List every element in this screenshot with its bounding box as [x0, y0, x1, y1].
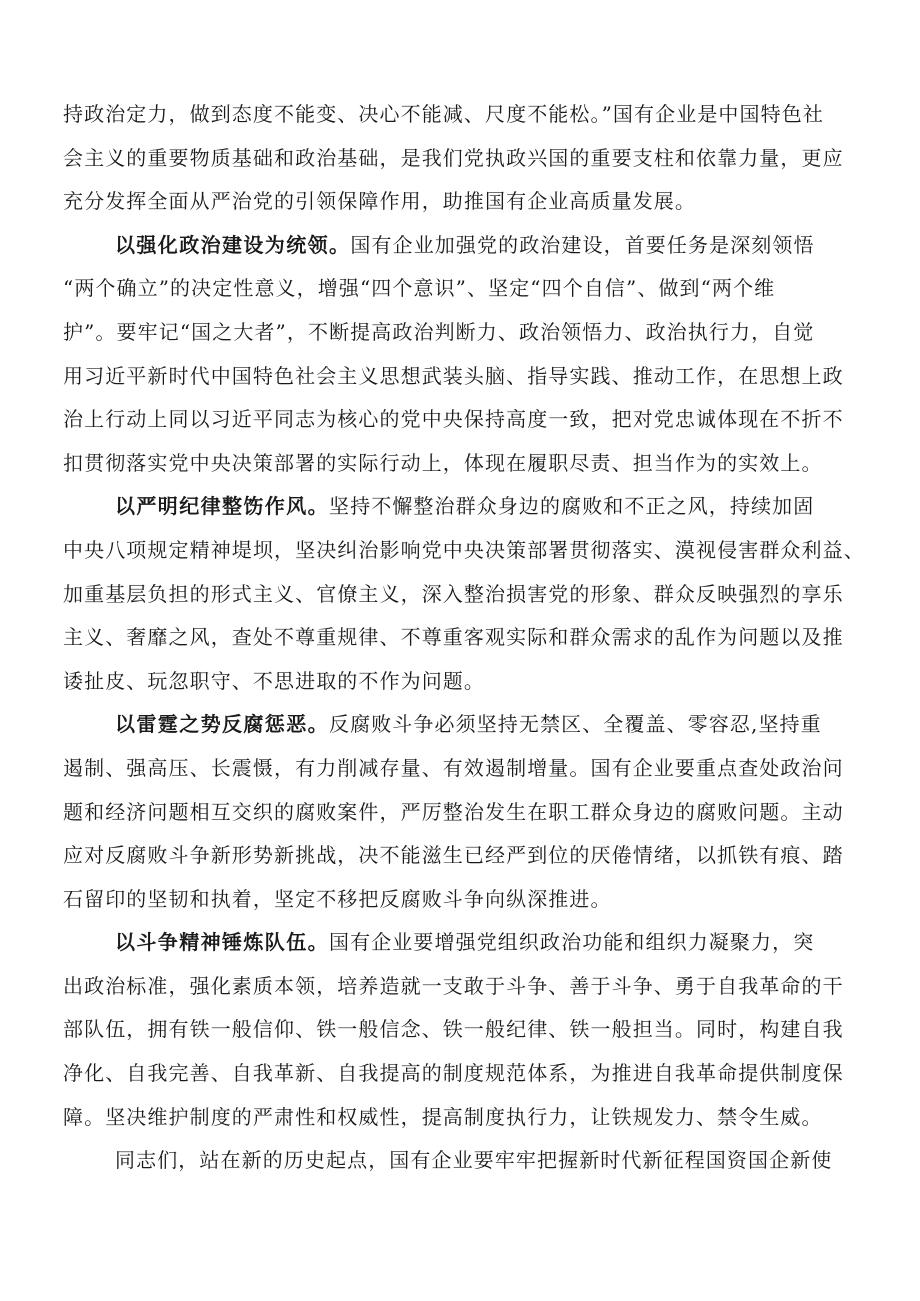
text-line: 净化、自我完善、自我革新、自我提高的制度规范体系，为推进自我革命提供制度保 — [63, 1061, 844, 1086]
text-line: 治上行动上同以习近平同志为核心的党中央保持高度一致，把对党忠诚体现在不折不 — [63, 407, 844, 432]
text-line: 会主义的重要物质基础和政治基础，是我们党执政兴国的重要支柱和依靠力量，更应 — [63, 145, 844, 170]
text-line: 持政治定力，做到态度不能变、决心不能减、尺度不能松。”国有企业是中国特色社 — [63, 102, 824, 126]
text-line: 石留印的坚韧和执着，坚定不移把反腐败斗争向纵深推进。 — [63, 886, 612, 911]
paragraph-closing — [63, 1139, 873, 1183]
text-line: 题和经济问题相互交织的腐败案件，严厉整治发生在职工群众身边的腐败问题。主动 — [63, 799, 844, 824]
text-line: 充分发挥全面从严治党的引领保障作用，助推国有企业高质量发展。 — [63, 189, 696, 214]
text-line: 主义、奢靡之风，查处不尊重规律、不尊重客观实际和群众需求的乱作为问题以及推 — [63, 625, 844, 650]
paragraph-heading: 以强化政治建设为统领。 — [115, 232, 351, 257]
text-line: 出政治标准，强化素质本领，培养造就一支敢于斗争、善于斗争、勇于自我革命的干 — [63, 973, 844, 998]
text-line: “两个确立”的决定性意义，增强“四个意识”、坚定“四个自信”、做到“两个维 — [63, 276, 776, 301]
document-page — [63, 93, 873, 1183]
text-line: 用习近平新时代中国特色社会主义思想武装头脑、指导实践、推动工作，在思想上政 — [63, 363, 844, 388]
paragraph-discipline — [63, 485, 873, 703]
paragraph-heading: 以雷霆之势反腐惩恶。 — [115, 712, 329, 737]
paragraph-text: 反腐败斗争必须坚持无禁区、全覆盖、零容忍,坚持重 — [329, 712, 822, 737]
text-line: 诿扯皮、玩忽职守、不思进取的不作为问题。 — [63, 668, 485, 693]
paragraph-heading: 以斗争精神锤炼队伍。 — [115, 930, 329, 955]
text-line: 加重基层负担的形式主义、官僚主义，深入整治损害党的形象、群众反映强烈的享乐 — [63, 581, 844, 606]
text-line: 护”。要牢记“国之大者”，不断提高政治判断力、政治领悟力、政治执行力，自觉 — [63, 319, 815, 344]
paragraph-anti-corruption — [63, 703, 873, 921]
text-line — [63, 485, 873, 529]
text-line: 扣贯彻落实党中央决策部署的实际行动上，体现在履职尽责、担当作为的实效上。 — [63, 450, 823, 475]
text-line: 遏制、强高压、长震慑，有力削减存量、有效遏制增量。国有企业要重点查处政治问 — [63, 755, 844, 780]
text-line — [63, 224, 873, 268]
text-line — [63, 703, 873, 747]
paragraph-team-building — [63, 921, 873, 1139]
paragraph-text: 国有企业加强党的政治建设，首要任务是深刻领悟 — [350, 232, 815, 257]
paragraph-text: 国有企业要增强党组织政治功能和组织力凝聚力，突 — [329, 930, 815, 955]
paragraph-heading: 以严明纪律整饬作风。 — [115, 494, 329, 519]
text-line: 中央八项规定精神堤坝，坚决纠治影响党中央决策部署贯彻落实、漠视侵害群众利益、 — [63, 537, 865, 562]
text-line — [63, 921, 873, 965]
text-line: 障。坚决维护制度的严肃性和权威性，提高制度执行力，让铁规发力、禁令生威。 — [63, 1104, 823, 1129]
paragraph-political-building — [63, 224, 873, 486]
paragraph-text: 坚持不懈整治群众身边的腐败和不正之风，持续加固 — [329, 494, 815, 519]
text-line: 应对反腐败斗争新形势新挑战，决不能滋生已经严到位的厌倦情绪，以抓铁有痕、踏 — [63, 843, 844, 868]
text-line: 同志们，站在新的历史起点，国有企业要牢牢把握新时代新征程国资国企新使 — [115, 1148, 833, 1173]
paragraph-intro — [63, 93, 873, 224]
text-line: 部队伍，拥有铁一般信仰、铁一般信念、铁一般纪律、铁一般担当。同时，构建自我 — [63, 1017, 844, 1042]
